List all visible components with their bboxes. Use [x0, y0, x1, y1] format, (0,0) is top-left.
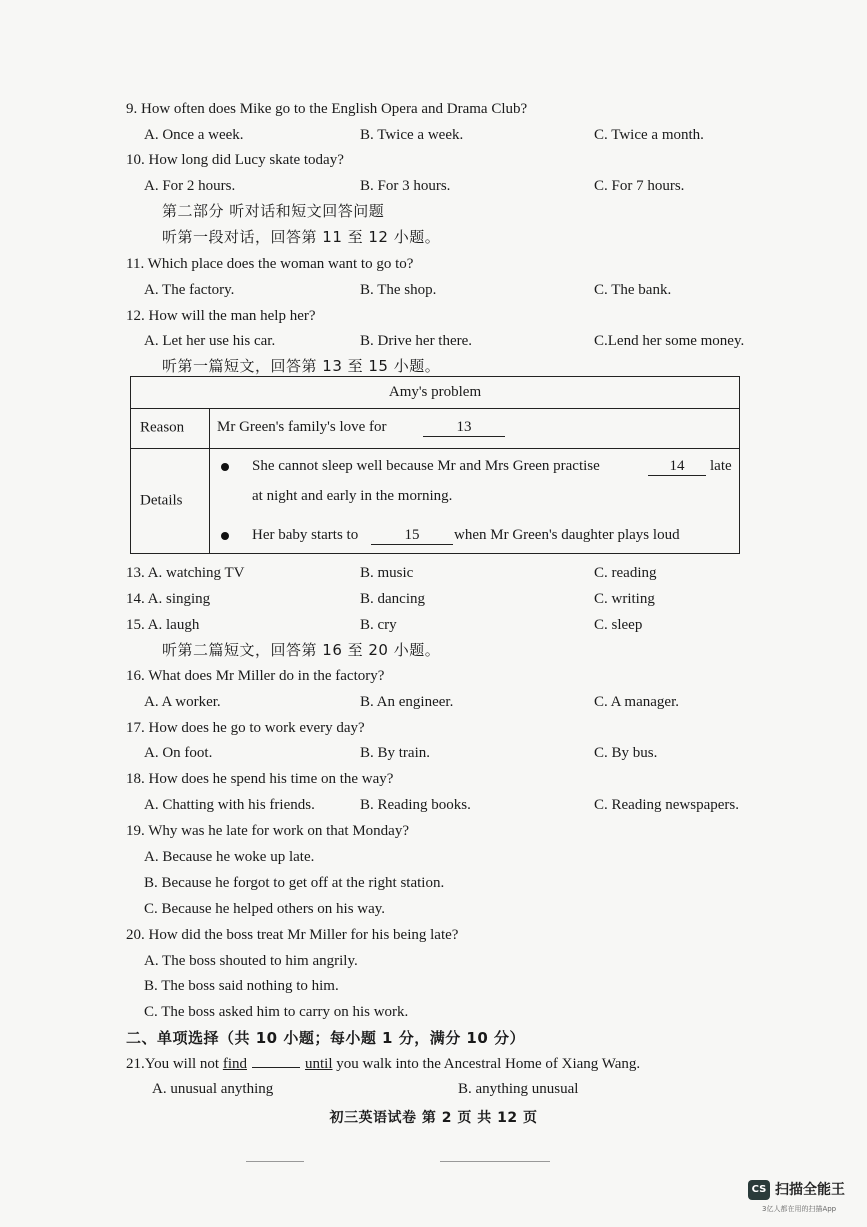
q21-option-b: B. anything unusual: [458, 1081, 579, 1097]
q14-option-b: B. dancing: [360, 591, 425, 607]
q18-option-b: B. Reading books.: [360, 797, 471, 813]
q16-option-c: C. A manager.: [594, 694, 679, 710]
q12-option-b: B. Drive her there.: [360, 333, 473, 349]
q12-option-a: A. Let her use his car.: [144, 333, 276, 349]
q10-stem: 10. How long did Lucy skate today?: [126, 152, 344, 168]
q15-option-b: B. cry: [360, 617, 397, 633]
q9-option-a: A. Once a week.: [144, 127, 244, 143]
q13-option-c: C. reading: [594, 565, 657, 581]
q9-option-b: B. Twice a week.: [360, 127, 464, 143]
detail1-text: She cannot sleep well because Mr and Mrs Green practise: [252, 458, 600, 474]
camscanner-name: 扫描全能王: [775, 1182, 845, 1198]
reason-label: Reason: [140, 419, 185, 436]
detail1-late: late: [710, 458, 732, 474]
q9-option-c: C. Twice a month.: [594, 127, 704, 143]
table-row-details: [131, 448, 739, 553]
q21-option-a: A. unusual anything: [152, 1081, 274, 1097]
details-label-cell: [131, 448, 210, 553]
reason-label-cell: [131, 408, 210, 448]
q17-option-a: A. On foot.: [144, 745, 213, 761]
q20-option-a: A. The boss shouted to him angrily.: [144, 953, 358, 969]
q20-stem: 20. How did the boss treat Mr Miller for his being late?: [126, 927, 459, 943]
q9-stem: 9. How often does Mike go to the English Opera and Drama Club?: [126, 101, 528, 117]
amy-problem-table: [130, 376, 740, 554]
q21-blank: [252, 1067, 300, 1068]
q15-option-c: C. sleep: [594, 617, 643, 633]
q19-stem: 19. Why was he late for work on that Monday?: [126, 823, 409, 839]
q21-find: find: [222, 1056, 248, 1072]
q20-option-c: C. The boss asked him to carry on his work.: [144, 1004, 409, 1020]
q20-option-b: B. The boss said nothing to him.: [144, 978, 339, 994]
q12-stem: 12. How will the man help her?: [126, 308, 316, 324]
q10-option-b: B. For 3 hours.: [360, 178, 451, 194]
q21-stem-start: 21.You will not: [126, 1056, 223, 1072]
q18-option-c: C. Reading newspapers.: [594, 797, 739, 813]
table-row-reason: [131, 408, 739, 449]
footer-rule-left: [246, 1161, 304, 1162]
section2-heading: 二、单项选择（共 10 小题；每小题 1 分，满分 10 分）: [126, 1029, 526, 1047]
q17-option-b: B. By train.: [360, 745, 430, 761]
page-footer: 初三英语试卷 第 2 页 共 12 页: [329, 1110, 538, 1126]
passage2-heading: 听第二篇短文，回答第 16 至 20 小题。: [162, 641, 441, 659]
reason-text: Mr Green's family's love for: [217, 419, 387, 435]
q11-stem: 11. Which place does the woman want to go to?: [126, 256, 414, 272]
q21-stem: [126, 1055, 640, 1073]
part2-heading: 第二部分 听对话和短文回答问题: [162, 202, 385, 220]
q11-option-c: C. The bank.: [594, 282, 672, 298]
bullet-icon: [221, 463, 229, 471]
detail2-text: Her baby starts to: [252, 527, 359, 543]
q13-option-b: B. music: [360, 565, 414, 581]
q18-stem: 18. How does he spend his time on the way?: [126, 771, 394, 787]
q15-option-a: 15. A. laugh: [126, 617, 200, 633]
q11-option-b: B. The shop.: [360, 282, 437, 298]
q10-option-c: C. For 7 hours.: [594, 178, 685, 194]
q19-option-c: C. Because he helped others on his way.: [144, 901, 386, 917]
q14-option-c: C. writing: [594, 591, 655, 607]
camscanner-logo-icon: CS: [748, 1180, 770, 1200]
table-title: Amy's problem: [131, 377, 739, 409]
camscanner-tagline: 3亿人都在用的扫描App: [762, 1205, 837, 1213]
dialogue1-heading: 听第一段对话，回答第 11 至 12 小题。: [162, 228, 441, 246]
q21-until: until: [305, 1056, 333, 1072]
q21-stem-end: you walk into the Ancestral Home of Xiang Wang.: [332, 1056, 641, 1072]
q16-option-a: A. A worker.: [144, 694, 221, 710]
q13-option-a: 13. A. watching TV: [126, 565, 245, 581]
blank-15: 15: [371, 527, 453, 545]
q14-option-a: 14. A. singing: [126, 591, 211, 607]
details-cell: [211, 448, 739, 553]
q10-option-a: A. For 2 hours.: [144, 178, 236, 194]
footer-rule-right: [440, 1161, 550, 1162]
passage1-heading: 听第一篇短文，回答第 13 至 15 小题。: [162, 357, 441, 375]
details-label: Details: [140, 492, 183, 508]
blank-14: 14: [648, 458, 706, 476]
q16-option-b: B. An engineer.: [360, 694, 454, 710]
detail1-continued: at night and early in the morning.: [252, 488, 453, 504]
reason-cell: [211, 408, 739, 448]
q18-option-a: A. Chatting with his friends.: [144, 797, 315, 813]
blank-13: 13: [423, 419, 505, 437]
q19-option-a: A. Because he woke up late.: [144, 849, 315, 865]
q12-option-c: C.Lend her some money.: [594, 333, 745, 349]
q11-option-a: A. The factory.: [144, 282, 235, 298]
q17-option-c: C. By bus.: [594, 745, 658, 761]
q16-stem: 16. What does Mr Miller do in the factory?: [126, 668, 385, 684]
q19-option-b: B. Because he forgot to get off at the right station.: [144, 875, 445, 891]
q17-stem: 17. How does he go to work every day?: [126, 720, 365, 736]
detail2-continued: when Mr Green's daughter plays loud: [454, 527, 680, 543]
bullet-icon: [221, 532, 229, 540]
